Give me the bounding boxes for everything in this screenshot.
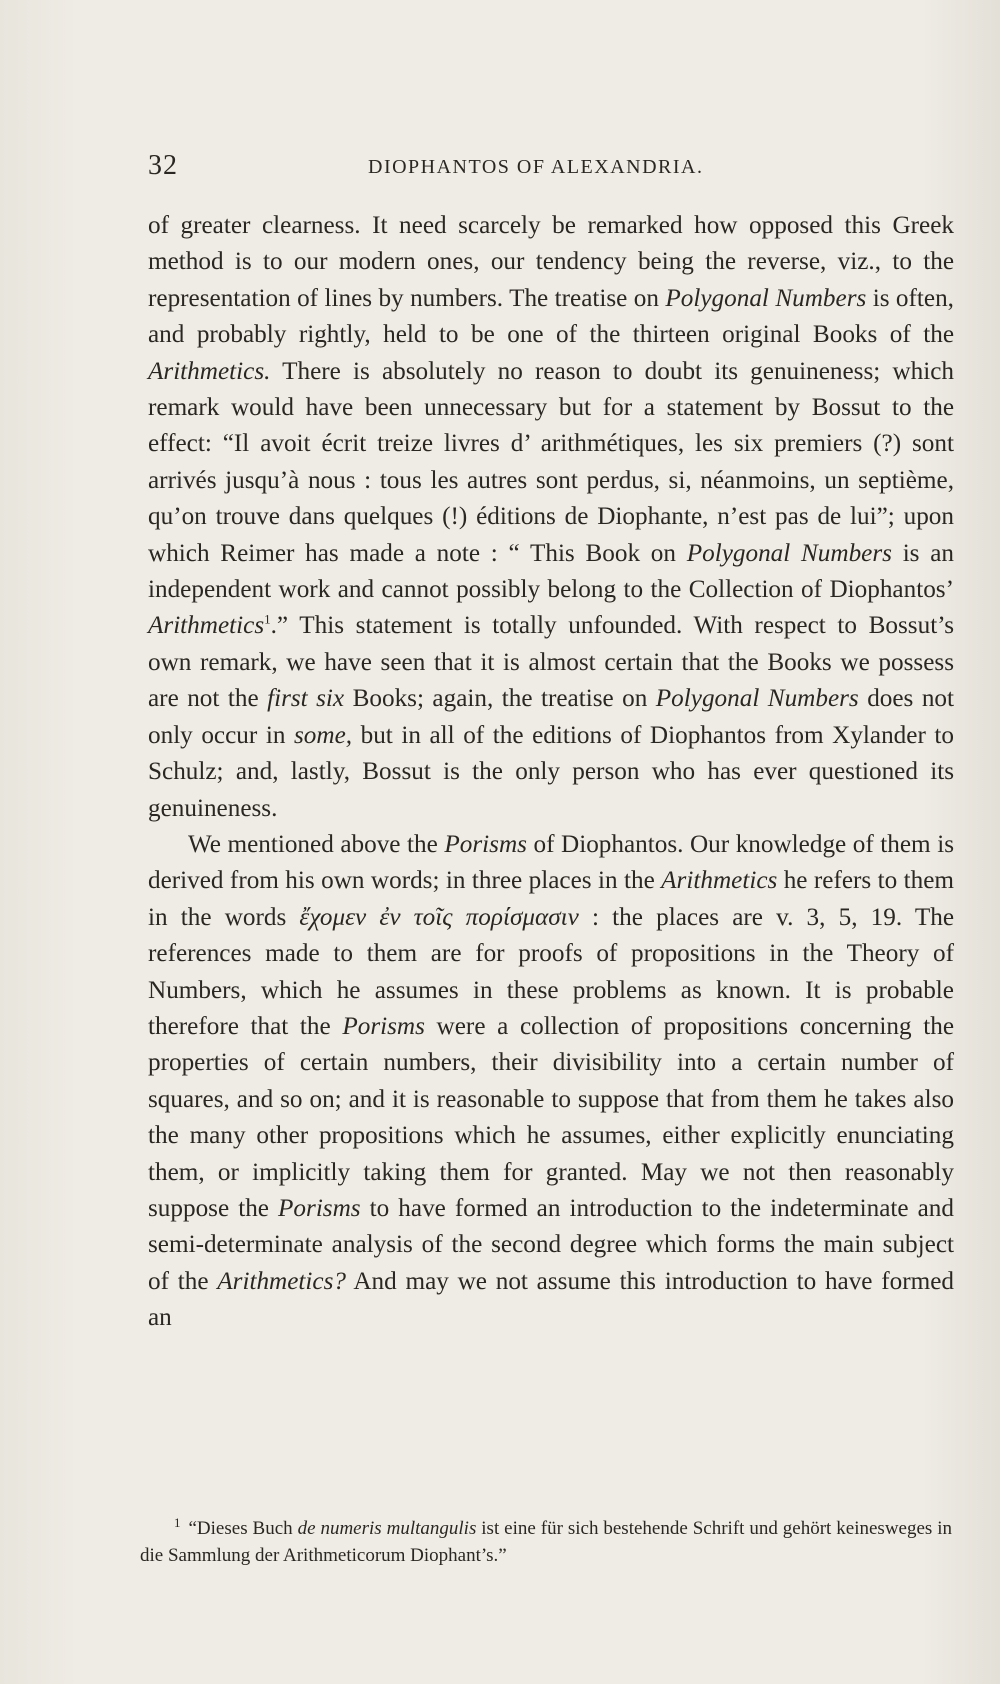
italic-run: Porisms	[444, 830, 527, 858]
footnote-text-run: ist eine für sich bestehende Schrift und gehört keinesweges in die Sammlung der Arithmeticorum Diophant’s.”	[140, 1518, 953, 1566]
greek-quote: ἔχομεν ἐν τοῖς πορίσμασιν	[299, 903, 579, 931]
text-run: to have formed an introduction to the indeterminate and semi-determinate analysis of the second degree which forms the main subject of the	[148, 1194, 954, 1295]
italic-run: Porisms	[278, 1194, 361, 1222]
text-run: is often, and probably rightly, held to be one of the thirteen original Books of the	[148, 284, 954, 349]
italic-run: Arithmetics?	[217, 1267, 346, 1295]
italic-run: Arithmetics	[661, 867, 778, 895]
italic-run: Polygonal Numbers	[655, 685, 859, 713]
footnote-reference: 1	[264, 612, 271, 628]
footnote-italic-run: de numeris multangulis	[297, 1518, 477, 1539]
text-run: is an independent work and cannot possibly belong to the Collection of Diophantos’	[148, 539, 954, 604]
italic-run: Porisms	[342, 1012, 425, 1040]
footnote-mark: 1	[174, 1514, 181, 1530]
text-run: There is absolutely no reason to doubt its genuineness; which remark would have been unnecessary but for a statement by Bossut to the effect: “Il avoit écrit treize livres d’ arithmétiques, les six premiers (?) sont arrivés jusqu’à nous : tous les autres sont perdus, si, néanmoins, un septième, qu’on trouve dans quelques (!) éditions de Diophante, n’est pas de lui”; upon which Reimer has made a note : “ This Book on	[148, 357, 954, 567]
italic-run: Arithmetics.	[148, 357, 271, 385]
text-run: .” This statement is totally unfounded. With respect to Bossut’s own remark, we have seen that it is almost certain that the Books we possess are not the	[148, 612, 954, 713]
italic-run: Arithmetics	[148, 612, 265, 640]
italic-run: first six	[267, 685, 345, 713]
italic-run: some,	[293, 721, 353, 749]
text-run: but in all of the editions of Diophantos from Xylander to Schulz; and, lastly, Bossut is the only person who has ever questioned its genuineness.	[148, 721, 954, 822]
italic-run: Polygonal Numbers	[686, 539, 892, 567]
page-header	[148, 150, 958, 184]
text-run: And may we not assume this introduction to have formed an	[148, 1267, 954, 1332]
text-run: of greater clearness. It need scarcely be remarked how opposed this Greek method is to our modern ones, our tendency being the reverse, viz., to the representation of lines by numbers. The treatise on	[148, 212, 954, 312]
text-run: Books; again, the treatise on	[344, 685, 656, 713]
paragraph-1	[148, 208, 954, 827]
running-head: DIOPHANTOS OF ALEXANDRIA.	[368, 156, 704, 178]
paragraph-2	[148, 827, 954, 1337]
footnote-text-run: “Dieses Buch	[188, 1518, 298, 1539]
text-run: of Diophantos. Our knowledge of them is derived from his own words; in three places in the	[148, 830, 954, 895]
italic-run: Polygonal Numbers	[665, 284, 867, 312]
text-run: does not only occur in	[148, 685, 955, 749]
text-run: : the places are v. 3, 5, 19. The references made to them are for proofs of propositions in the Theory of Numbers, which he assumes in these problems as known. It is probable therefore that the	[148, 903, 955, 1040]
footnote	[140, 1515, 952, 1569]
text-run: he refers to them in the words	[148, 867, 954, 931]
page-number: 32	[148, 150, 178, 181]
main-text	[148, 208, 954, 1337]
text-run: We mentioned above the	[188, 830, 445, 858]
text-run: were a collection of propositions concerning the properties of certain numbers, their divisibility into a certain number of squares, and so on; and it is reasonable to suppose that from them he takes also the many other propositions which he assumes, either explicitly enunciating them, or implicitly taking them for granted. May we not then reasonably suppose the	[148, 1012, 954, 1222]
